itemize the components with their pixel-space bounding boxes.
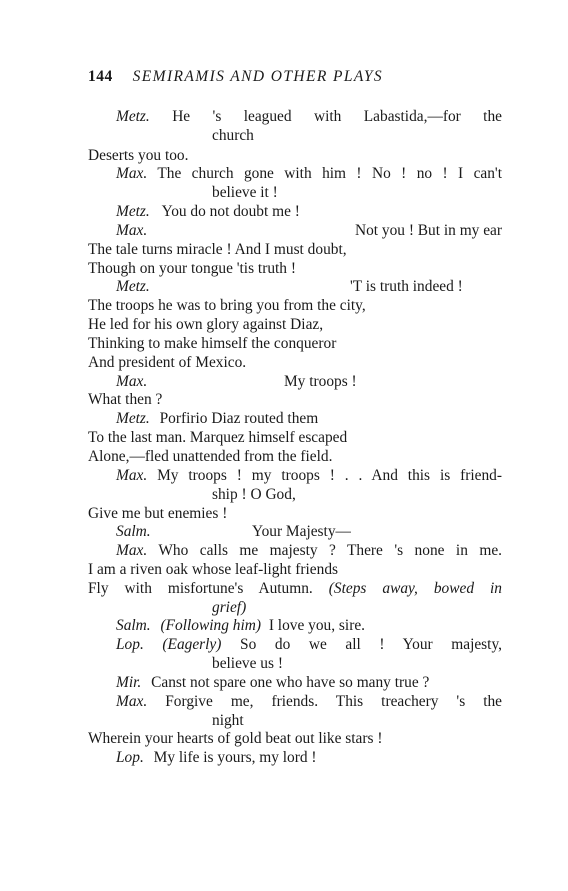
speaker-name: Max. [116, 542, 148, 559]
verse-line [116, 692, 502, 711]
verse-line [212, 711, 502, 730]
dialogue-text: The tale turns miracle ! And I must doubt, [88, 241, 347, 258]
speaker-name: Metz. [116, 108, 150, 125]
verse-line [212, 485, 502, 504]
verse-line [116, 748, 502, 767]
dialogue-text: night [212, 712, 244, 729]
speaker-name: Max. [116, 165, 148, 182]
verse-line [88, 146, 502, 165]
verse-line [116, 673, 502, 692]
dialogue-text: Your Majesty— [252, 523, 351, 540]
speaker-name: Max. [116, 373, 148, 390]
dialogue-text: Who calls me majesty ? There 's none in me. [158, 542, 502, 559]
verse-line [88, 447, 502, 466]
speaker-name: Max. [116, 693, 148, 710]
verse-line [116, 107, 502, 126]
verse-line [88, 428, 502, 447]
verse-line [88, 296, 502, 315]
speaker-name: Salm. [116, 617, 151, 634]
speaker-name: Lop. [116, 636, 144, 653]
verse-line [116, 616, 502, 635]
dialogue-text: church [212, 127, 254, 144]
dialogue-text: You do not doubt me ! [161, 203, 300, 220]
dialogue-text: What then ? [88, 391, 163, 408]
dialogue-text: And president of Mexico. [88, 354, 247, 371]
dialogue-text: Forgive me, friends. This treachery 's the [165, 693, 502, 710]
running-title: SEMIRAMIS AND OTHER PLAYS [132, 68, 384, 85]
stage-direction: grief) [212, 599, 247, 616]
dialogue-text: I am a riven oak whose leaf-light friends [88, 561, 339, 578]
dialogue-text: ship ! O God, [212, 486, 296, 503]
speaker-name: Max. [116, 467, 148, 484]
dialogue-text: Wherein your hearts of gold beat out like stars ! [88, 730, 383, 747]
verse-line [88, 390, 502, 409]
verse-line [88, 315, 502, 334]
dialogue-text: believe us ! [212, 655, 283, 672]
dialogue-text: Fly with misfortune's Autumn. [88, 580, 313, 597]
dialogue-text: The church gone with him ! No ! no ! I can't [157, 165, 502, 182]
verse-line [88, 240, 502, 259]
stage-direction: (Eagerly) [162, 636, 222, 653]
dialogue-text: Porfirio Diaz routed them [159, 410, 319, 427]
verse-line [88, 259, 502, 278]
verse-line [88, 334, 502, 353]
dialogue-text: 'T is truth indeed ! [350, 278, 463, 295]
verse-line [88, 560, 502, 579]
dialogue-text: Though on your tongue 'tis truth ! [88, 260, 296, 277]
verse-line [116, 541, 502, 560]
dialogue-text: To the last man. Marquez himself escaped [88, 429, 348, 446]
speaker-name: Salm. [116, 523, 151, 540]
verse-line [212, 183, 502, 202]
verse-line [116, 202, 502, 221]
running-header [88, 68, 383, 86]
verse-line [116, 372, 502, 391]
dialogue-text: He 's leagued with Labastida,—for the [172, 108, 502, 125]
dialogue-text: So do we all ! Your majesty, [240, 636, 502, 653]
verse-line [116, 522, 502, 541]
speaker-name: Mir. [116, 674, 142, 691]
speaker-name: Metz. [116, 203, 150, 220]
stage-direction: (Steps away, bowed in [328, 580, 502, 597]
dialogue-text: Not you ! But in my ear [354, 222, 502, 239]
verse-line [212, 598, 502, 617]
stage-direction: (Following him) [160, 617, 261, 634]
dialogue-text: He led for his own glory against Diaz, [88, 316, 324, 333]
dialogue-text: My troops ! my troops ! . . And this is friend- [157, 467, 502, 484]
dialogue-text: Thinking to make himself the conqueror [88, 335, 337, 352]
speaker-name: Metz. [116, 278, 150, 295]
speaker-name: Metz. [116, 410, 150, 427]
verse-line [116, 635, 502, 654]
verse-line [116, 466, 502, 485]
verse-line [116, 409, 502, 428]
dialogue-text: believe it ! [212, 184, 278, 201]
verse-line [116, 277, 502, 296]
dialogue-text: I love you, sire. [268, 617, 365, 634]
dialogue-text: Deserts you too. [88, 147, 189, 164]
dialogue-text: Canst not spare one who have so many true ? [151, 674, 430, 691]
page-number: 144 [88, 68, 113, 85]
verse-line [212, 126, 502, 145]
verse-line [116, 164, 502, 183]
dialogue-text: My life is yours, my lord ! [153, 749, 317, 766]
dialogue-text: My troops ! [284, 373, 357, 390]
dialogue-text: Give me but enemies ! [88, 505, 228, 522]
speaker-name: Max. [116, 222, 148, 239]
verse-line [88, 353, 502, 372]
verse-line [212, 654, 502, 673]
verse-line [116, 221, 502, 240]
verse-line [88, 729, 502, 748]
verse-line [88, 504, 502, 523]
speaker-name: Lop. [116, 749, 144, 766]
verse-line [88, 579, 502, 598]
dialogue-text: The troops he was to bring you from the city, [88, 297, 366, 314]
dialogue-text: Alone,—fled unattended from the field. [88, 448, 333, 465]
